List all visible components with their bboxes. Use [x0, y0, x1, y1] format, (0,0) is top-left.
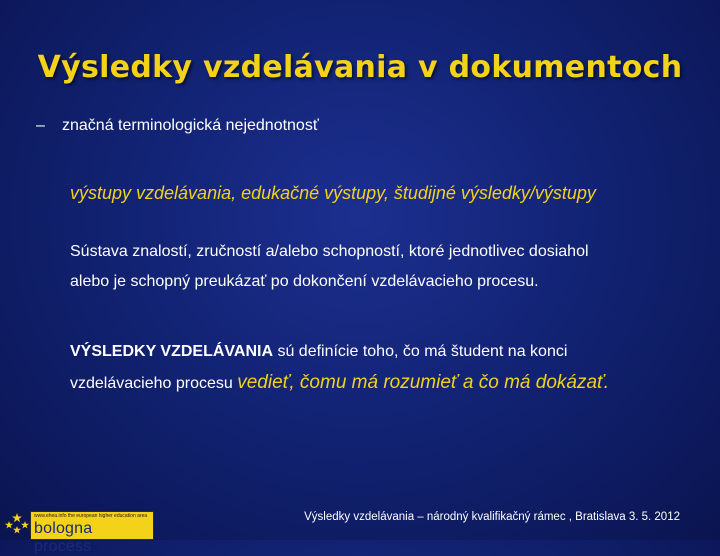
logo-main-text: bologna process [34, 520, 93, 555]
bullet-item [36, 117, 319, 135]
outcomes-strong: VÝSLEDKY VZDELÁVANIA [70, 343, 273, 360]
definition-line-1: Sústava znalostí, zručností a/alebo schopností, ktoré jednotlivec dosiahol [70, 243, 589, 260]
outcomes-plain: vzdelávacieho procesu [70, 375, 238, 392]
bullet-text: značná terminologická nejednotnosť [62, 117, 319, 134]
outcomes-rest: sú definície toho, čo má študent na konci [273, 343, 568, 360]
logo-panel [30, 511, 154, 555]
outcomes-line-2 [70, 367, 700, 399]
definition-line-2: alebo je schopný preukázať po dokončení vzdelávacieho procesu. [70, 273, 539, 290]
outcomes-emphasis: vedieť, čomu má rozumieť a čo má dokázať. [237, 372, 610, 393]
footer-text: Výsledky vzdelávania – národný kvalifikačný rámec , Bratislava 3. 5. 2012 [304, 511, 680, 523]
outcomes-line-1 [70, 336, 700, 367]
stars-icon [4, 511, 30, 537]
synonyms-line: výstupy vzdelávania, edukačné výstupy, študijné výsledky/výstupy [70, 183, 596, 203]
bullet-dash: – [36, 117, 45, 134]
definition-paragraph [70, 237, 690, 297]
bologna-logo [0, 505, 158, 555]
outcomes-paragraph [70, 336, 700, 399]
slide-title: Výsledky vzdelávania v dokumentoch [37, 50, 683, 85]
logo-small-text: www.ehea.info the european higher education area [34, 513, 148, 519]
